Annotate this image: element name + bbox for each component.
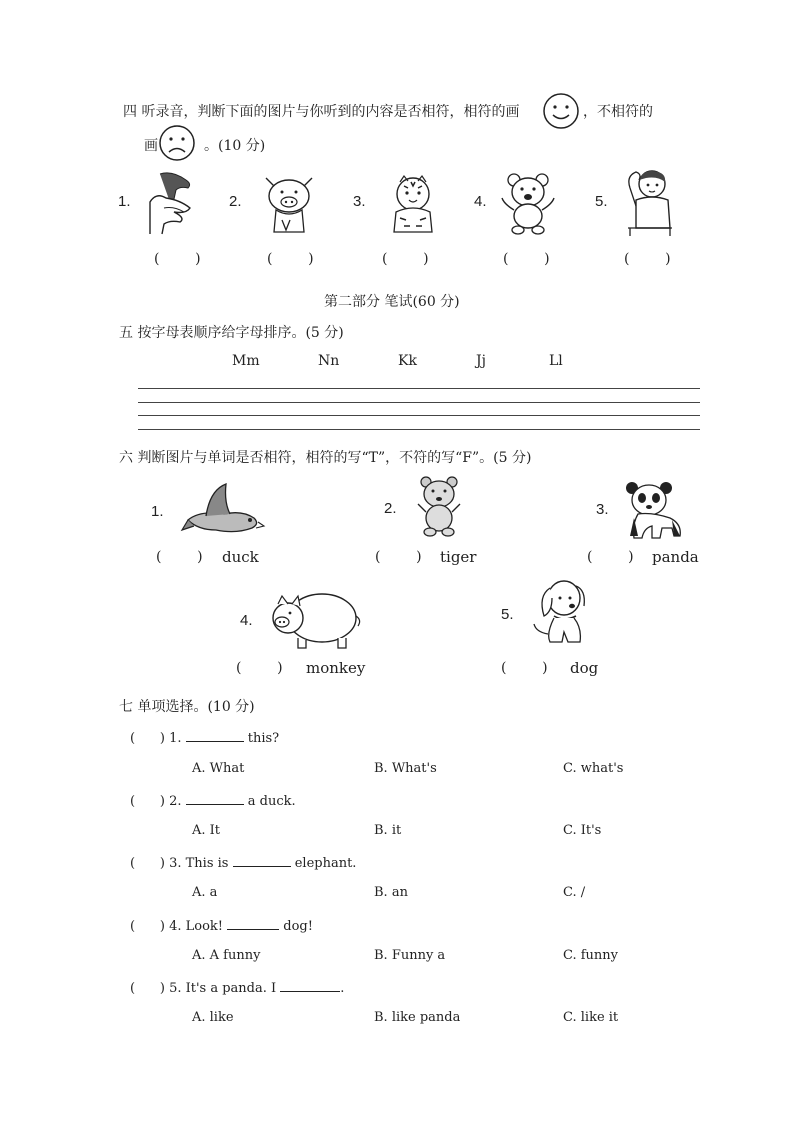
s6-answer-paren[interactable]: ( ) — [587, 549, 634, 565]
option-a[interactable]: A. It — [192, 823, 221, 838]
s6-item-number: 3. — [596, 501, 609, 518]
section6-title: 六 判断图片与单词是否相符，相符的写“T”，不符的写“F”。(5 分) — [119, 450, 532, 466]
question-prefix: 1. — [169, 731, 186, 746]
answer-paren[interactable]: ( ) — [130, 856, 165, 871]
s6-item-number: 5. — [501, 606, 514, 623]
s6-word: monkey — [306, 659, 366, 677]
s4-item-number: 2. — [229, 193, 242, 210]
s6-word: panda — [652, 548, 699, 566]
smile-face-icon — [542, 92, 580, 130]
part2-title: 第二部分 笔试(60 分) — [324, 294, 460, 310]
section5-title: 五 按字母表顺序给字母排序。(5 分) — [119, 325, 344, 341]
dog-icon — [532, 576, 592, 650]
letter-pair: Nn — [318, 353, 340, 369]
section4-title-line2-prefix: 画 — [144, 138, 158, 154]
option-b[interactable]: B. What's — [374, 761, 437, 776]
s6-answer-paren[interactable]: ( ) — [236, 660, 283, 676]
answer-paren[interactable]: ( ) — [130, 919, 165, 934]
question-row — [130, 917, 313, 934]
s4-item-number: 3. — [353, 193, 366, 210]
question-suffix: this? — [243, 731, 280, 746]
option-b[interactable]: B. Funny a — [374, 948, 446, 963]
answer-blank[interactable] — [186, 792, 244, 805]
question-row — [130, 729, 279, 746]
question-suffix: elephant. — [290, 856, 357, 871]
s4-answer-paren[interactable]: ( ) — [267, 251, 314, 267]
question-suffix: a duck. — [243, 794, 296, 809]
bear-icon — [500, 170, 556, 236]
bear-icon — [414, 474, 464, 540]
answer-blank[interactable] — [227, 917, 279, 930]
question-suffix: dog! — [279, 919, 313, 934]
s6-word: dog — [570, 659, 599, 677]
s4-item-number: 1. — [118, 193, 131, 210]
s6-item-number: 4. — [240, 612, 253, 629]
panda-icon — [622, 478, 684, 542]
s4-answer-paren[interactable]: ( ) — [624, 251, 671, 267]
section4-title-part1: 四 听录音，判断下面的图片与你听到的内容是否相符，相符的画 — [123, 104, 520, 120]
section7-title: 七 单项选择。(10 分) — [119, 699, 255, 715]
answer-blank[interactable] — [280, 979, 340, 992]
section4-title-line1 — [123, 101, 519, 121]
s4-item-number: 5. — [595, 193, 608, 210]
question-prefix: 5. It's a panda. I — [169, 981, 281, 996]
s4-answer-paren[interactable]: ( ) — [154, 251, 201, 267]
s6-item-number: 1. — [151, 503, 164, 520]
s6-word: tiger — [440, 548, 477, 566]
pig-icon — [258, 172, 320, 236]
option-c[interactable]: C. funny — [563, 948, 619, 963]
letter-pair: Kk — [398, 353, 417, 369]
question-prefix: 3. This is — [169, 856, 233, 871]
option-b[interactable]: B. it — [374, 823, 402, 838]
pig-icon — [268, 590, 360, 650]
s4-answer-paren[interactable]: ( ) — [382, 251, 429, 267]
option-b[interactable]: B. like panda — [374, 1010, 461, 1025]
answer-paren[interactable]: ( ) — [130, 981, 165, 996]
answer-paren[interactable]: ( ) — [130, 794, 165, 809]
writing-line — [138, 429, 700, 430]
s4-item-number: 4. — [474, 193, 487, 210]
sad-face-icon — [158, 124, 196, 162]
question-prefix: 2. — [169, 794, 186, 809]
option-a[interactable]: A. like — [192, 1010, 234, 1025]
s6-answer-paren[interactable]: ( ) — [375, 549, 422, 565]
writing-line — [138, 415, 700, 416]
section4-title-line2-suffix: 。(10 分) — [204, 138, 266, 154]
question-prefix: 4. Look! — [169, 919, 228, 934]
question-row — [130, 979, 344, 996]
s6-item-number: 2. — [384, 500, 397, 517]
letter-pair: Jj — [476, 353, 486, 369]
question-row — [130, 854, 356, 871]
answer-blank[interactable] — [186, 729, 244, 742]
letter-pair: Mm — [232, 353, 260, 369]
s6-word: duck — [222, 548, 259, 566]
s4-answer-paren[interactable]: ( ) — [503, 251, 550, 267]
option-a[interactable]: A. a — [192, 885, 218, 900]
writing-line — [138, 388, 700, 389]
letter-pair: Ll — [549, 353, 563, 369]
option-c[interactable]: C. It's — [563, 823, 602, 838]
question-row — [130, 792, 296, 809]
section4-title-part2: ，不相符的 — [583, 104, 653, 120]
writing-line — [138, 402, 700, 403]
option-a[interactable]: A. A funny — [192, 948, 261, 963]
s6-answer-paren[interactable]: ( ) — [501, 660, 548, 676]
option-c[interactable]: C. what's — [563, 761, 624, 776]
question-suffix: . — [340, 981, 345, 996]
option-b[interactable]: B. an — [374, 885, 408, 900]
option-c[interactable]: C. like it — [563, 1010, 619, 1025]
s6-answer-paren[interactable]: ( ) — [156, 549, 203, 565]
bird-icon — [180, 480, 264, 540]
answer-paren[interactable]: ( ) — [130, 731, 165, 746]
option-c[interactable]: C. / — [563, 885, 586, 900]
boy-icon — [622, 166, 674, 238]
option-a[interactable]: A. What — [192, 761, 245, 776]
answer-blank[interactable] — [233, 854, 291, 867]
hand-shadow-bird-icon — [146, 168, 196, 238]
tiger-icon — [382, 172, 444, 236]
